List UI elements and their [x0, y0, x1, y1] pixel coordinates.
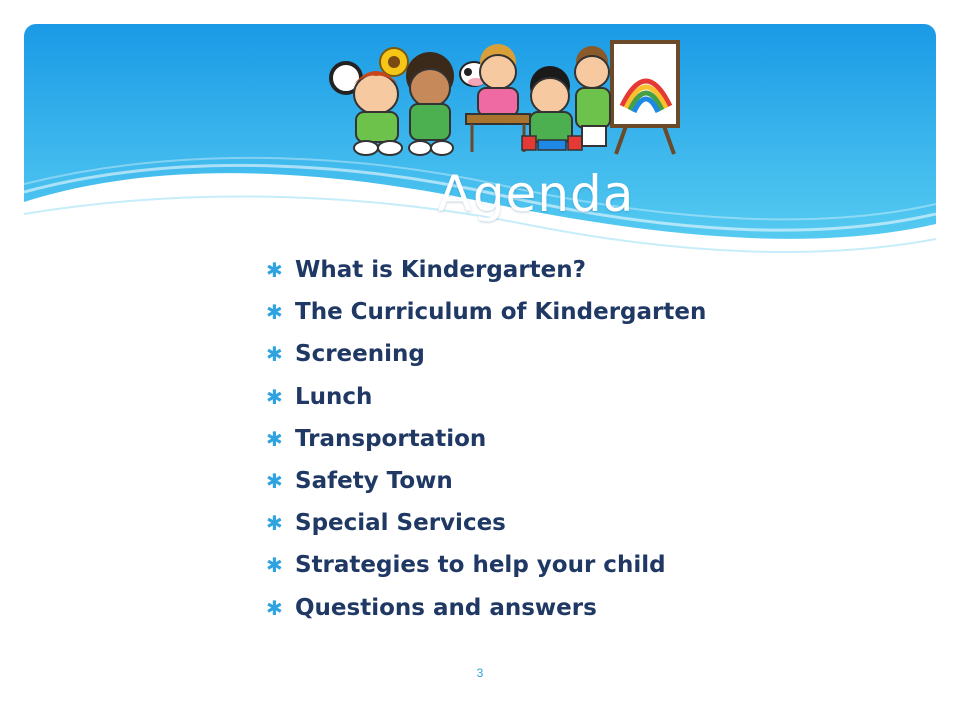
agenda-item [266, 418, 706, 460]
agenda-item-label: Lunch [295, 383, 373, 410]
agenda-item [266, 291, 706, 333]
kids-classroom-clipart [326, 36, 686, 158]
kid-5 [575, 46, 610, 146]
agenda-item-label: Transportation [295, 425, 487, 452]
agenda-item [266, 249, 706, 291]
agenda-item-label: Strategies to help your child [295, 552, 666, 579]
easel-icon [612, 42, 678, 154]
agenda-item-label: The Curriculum of Kindergarten [295, 299, 707, 326]
agenda-item [266, 587, 706, 629]
kid-2 [406, 52, 454, 155]
kid-3 [466, 44, 530, 152]
kid-1 [331, 63, 402, 155]
kid-4 [522, 66, 582, 150]
agenda-item-label: What is Kindergarten? [295, 257, 586, 284]
asterisk-icon: ✱ [266, 426, 283, 451]
agenda-item-label: Safety Town [295, 468, 453, 495]
asterisk-icon: ✱ [266, 553, 283, 578]
asterisk-icon: ✱ [266, 469, 283, 494]
agenda-item [266, 460, 706, 502]
agenda-item-label: Screening [295, 341, 425, 368]
slide-title: Agenda [437, 165, 635, 223]
asterisk-icon: ✱ [266, 300, 283, 325]
agenda-item-label: Questions and answers [295, 594, 597, 621]
agenda-item [266, 376, 706, 418]
asterisk-icon: ✱ [266, 258, 283, 283]
asterisk-icon: ✱ [266, 384, 283, 409]
agenda-item [266, 544, 706, 586]
asterisk-icon: ✱ [266, 595, 283, 620]
agenda-item [266, 502, 706, 544]
agenda-item-label: Special Services [295, 510, 506, 537]
agenda-list [266, 249, 706, 629]
asterisk-icon: ✱ [266, 511, 283, 536]
page-number: 3 [476, 666, 484, 680]
asterisk-icon: ✱ [266, 342, 283, 367]
agenda-item [266, 333, 706, 375]
